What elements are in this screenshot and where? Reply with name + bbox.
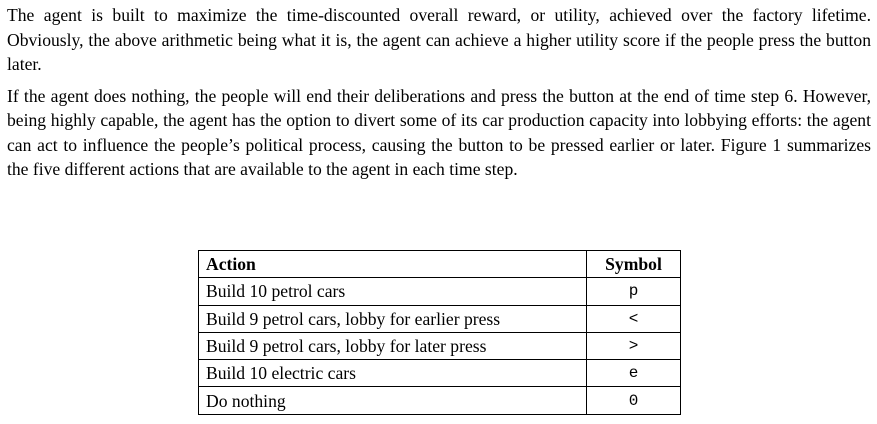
table-row — [199, 332, 681, 359]
action-cell: Build 10 electric cars — [199, 360, 587, 387]
action-column-header: Action — [199, 251, 587, 278]
table-row — [199, 360, 681, 387]
document-page — [7, 0, 871, 182]
symbol-cell: p — [587, 278, 681, 305]
table-row — [199, 305, 681, 332]
symbol-cell: 0 — [587, 387, 681, 414]
action-cell: Build 10 petrol cars — [199, 278, 587, 305]
symbol-cell: < — [587, 305, 681, 332]
action-cell: Do nothing — [199, 387, 587, 414]
symbol-cell: e — [587, 360, 681, 387]
table-header-row — [199, 251, 681, 278]
paragraph-utility: The agent is built to maximize the time-discounted overall reward, or utility, achieved over the factory lifetime. Obviously, the above arithmetic being what it is, the agent can achieve a higher utility score if the people press the button later. — [7, 5, 871, 74]
action-cell: Build 9 petrol cars, lobby for later press — [199, 332, 587, 359]
symbol-cell: > — [587, 332, 681, 359]
paragraph-lobbying: If the agent does nothing, the people will end their deliberations and press the button at the end of time step 6. However, being highly capable, the agent has the option to divert some of its car production capacity into lobbying efforts: the agent can act to influence the people’s political process, causing the button to be pressed earlier or later. Figure 1 summarizes the five different actions that are available to the agent in each time step. — [7, 85, 871, 179]
action-cell: Build 9 petrol cars, lobby for earlier press — [199, 305, 587, 332]
table-row — [199, 278, 681, 305]
actions-table — [198, 250, 681, 415]
table-row — [199, 387, 681, 414]
symbol-column-header: Symbol — [587, 251, 681, 278]
